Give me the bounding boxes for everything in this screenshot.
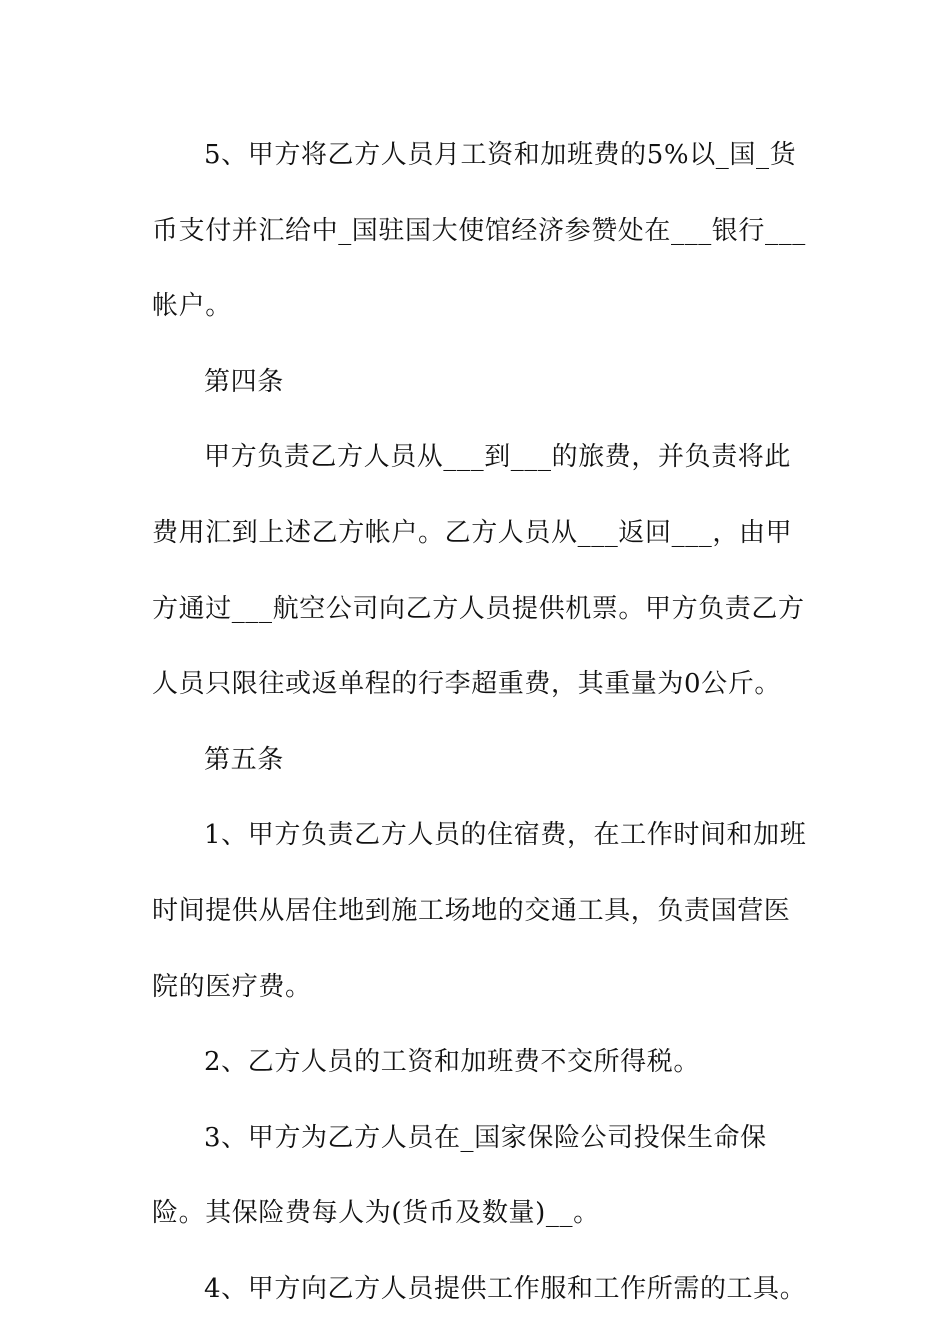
heading-article-5: 第五条 (204, 744, 284, 775)
document-body (152, 118, 812, 1328)
paragraph-article-5-item-3: 3、甲方为乙方人员在_国家保险公司投保生命保险。其保险费每人为(货币及数量)__。 (152, 1122, 767, 1229)
paragraph-article-5-item-4: 4、甲方向乙方人员提供工作服和工作所需的工具。 (204, 1273, 807, 1304)
paragraph-article-5-item-2: 2、乙方人员的工资和加班费不交所得税。 (204, 1047, 700, 1078)
paragraph-article-4: 甲方负责乙方人员从___到___的旅费，并负责将此费用汇到上述乙方帐户。乙方人员从___返回___，由甲方通过___航空公司向乙方人员提供机票。甲方负责乙方人员只限往或返单程的行李超重费，其重量为0公斤。 (152, 442, 805, 700)
paragraph-clause-3-item-5: 5、甲方将乙方人员月工资和加班费的5%以_国_货币支付并汇给中_国驻国大使馆经济参赞处在___银行___帐户。 (152, 140, 806, 322)
heading-article-4: 第四条 (204, 366, 284, 397)
paragraph-article-5-item-1: 1、甲方负责乙方人员的住宿费，在工作时间和加班时间提供从居住地到施工场地的交通工具，负责国营医院的医疗费。 (152, 820, 807, 1002)
